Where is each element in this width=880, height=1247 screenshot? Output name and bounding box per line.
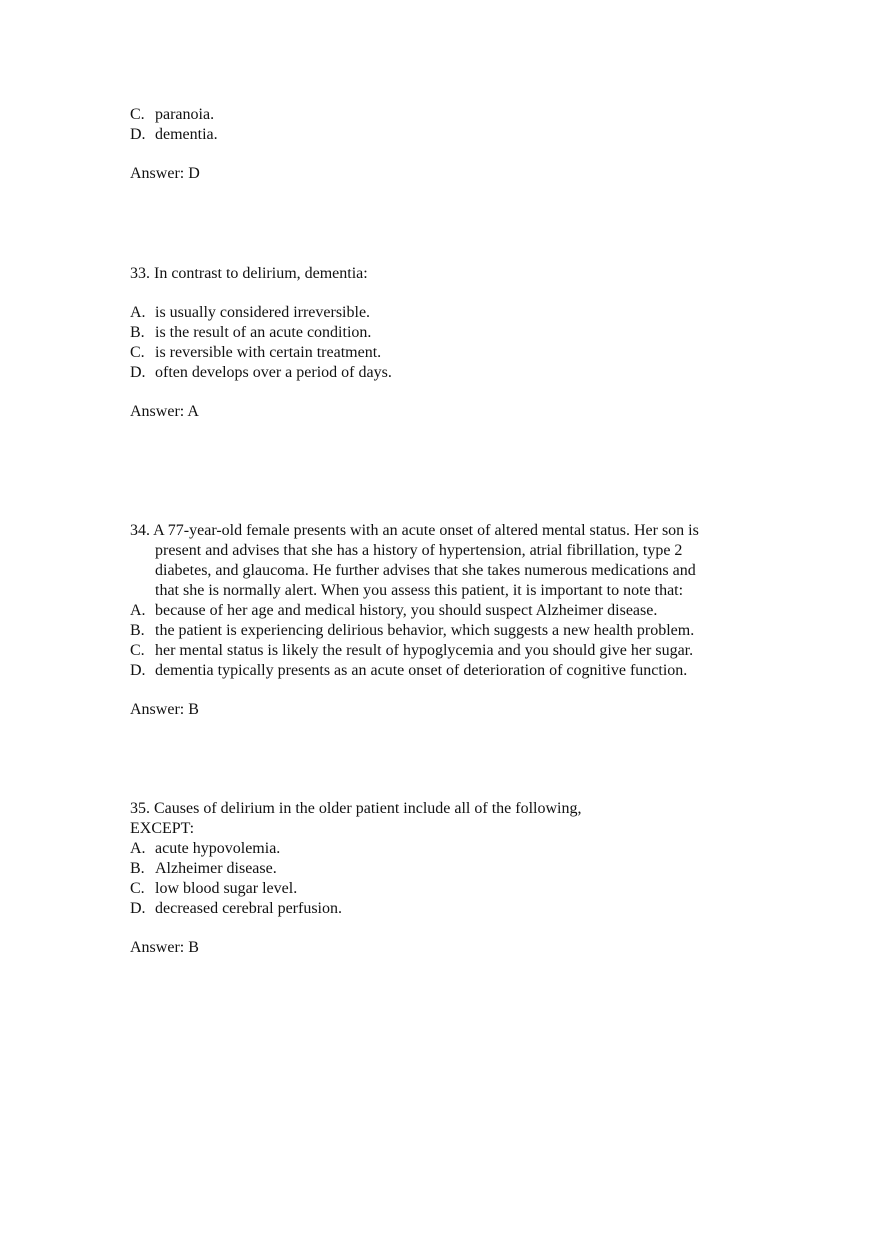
option-a bbox=[130, 601, 770, 621]
option-text: dementia typically presents as an acute onset of deterioration of cognitive function. bbox=[155, 662, 688, 679]
question-stem-line: that she is normally alert. When you assess this patient, it is important to note that: bbox=[155, 582, 684, 599]
option-text: often develops over a period of days. bbox=[155, 364, 392, 381]
option-letter: B. bbox=[130, 324, 145, 341]
option-d bbox=[130, 363, 770, 383]
question-stem-line: 34. A 77-year-old female presents with an acute onset of altered mental status. Her son is bbox=[130, 522, 699, 539]
option-letter: D. bbox=[130, 126, 146, 143]
option-text: acute hypovolemia. bbox=[155, 840, 281, 857]
question-stem-line: EXCEPT: bbox=[130, 820, 195, 837]
option-letter: C. bbox=[130, 642, 145, 659]
option-letter: D. bbox=[130, 364, 146, 381]
question-stem-line: 35. Causes of delirium in the older patient include all of the following, bbox=[130, 800, 582, 817]
option-letter: D. bbox=[130, 900, 146, 917]
option-c bbox=[130, 105, 770, 125]
option-a bbox=[130, 303, 770, 323]
option-d bbox=[130, 899, 770, 919]
option-letter: C. bbox=[130, 106, 145, 123]
option-text: her mental status is likely the result of hypoglycemia and you should give her sugar. bbox=[155, 642, 694, 659]
option-letter: C. bbox=[130, 344, 145, 361]
option-c bbox=[130, 641, 770, 661]
question-35 bbox=[130, 799, 770, 958]
option-letter: C. bbox=[130, 880, 145, 897]
option-text: is reversible with certain treatment. bbox=[155, 344, 382, 361]
option-letter: A. bbox=[130, 304, 146, 321]
answer: Answer: D bbox=[130, 165, 200, 182]
option-text: because of her age and medical history, you should suspect Alzheimer disease. bbox=[155, 602, 658, 619]
answer: Answer: B bbox=[130, 939, 199, 956]
option-b bbox=[130, 323, 770, 343]
option-text: the patient is experiencing delirious behavior, which suggests a new health problem. bbox=[155, 622, 695, 639]
option-text: dementia. bbox=[155, 126, 218, 143]
option-text: low blood sugar level. bbox=[155, 880, 298, 897]
question-stem-line: diabetes, and glaucoma. He further advises that she takes numerous medications and bbox=[155, 562, 696, 579]
option-letter: D. bbox=[130, 662, 146, 679]
option-letter: B. bbox=[130, 860, 145, 877]
option-letter: A. bbox=[130, 602, 146, 619]
option-a bbox=[130, 839, 770, 859]
question-34 bbox=[130, 521, 770, 720]
option-c bbox=[130, 879, 770, 899]
option-letter: A. bbox=[130, 840, 146, 857]
option-text: Alzheimer disease. bbox=[155, 860, 277, 877]
question-stem-line: present and advises that she has a history of hypertension, atrial fibrillation, type 2 bbox=[155, 542, 683, 559]
option-text: is usually considered irreversible. bbox=[155, 304, 371, 321]
option-b bbox=[130, 621, 770, 641]
option-d bbox=[130, 661, 770, 681]
option-text: decreased cerebral perfusion. bbox=[155, 900, 342, 917]
option-b bbox=[130, 859, 770, 879]
answer: Answer: B bbox=[130, 701, 199, 718]
option-letter: B. bbox=[130, 622, 145, 639]
option-c bbox=[130, 343, 770, 363]
question-stem: 33. In contrast to delirium, dementia: bbox=[130, 265, 368, 282]
option-text: paranoia. bbox=[155, 106, 215, 123]
question-32-fragment bbox=[130, 105, 770, 184]
option-text: is the result of an acute condition. bbox=[155, 324, 372, 341]
question-33 bbox=[130, 264, 770, 422]
answer: Answer: A bbox=[130, 403, 199, 420]
option-d bbox=[130, 125, 770, 145]
